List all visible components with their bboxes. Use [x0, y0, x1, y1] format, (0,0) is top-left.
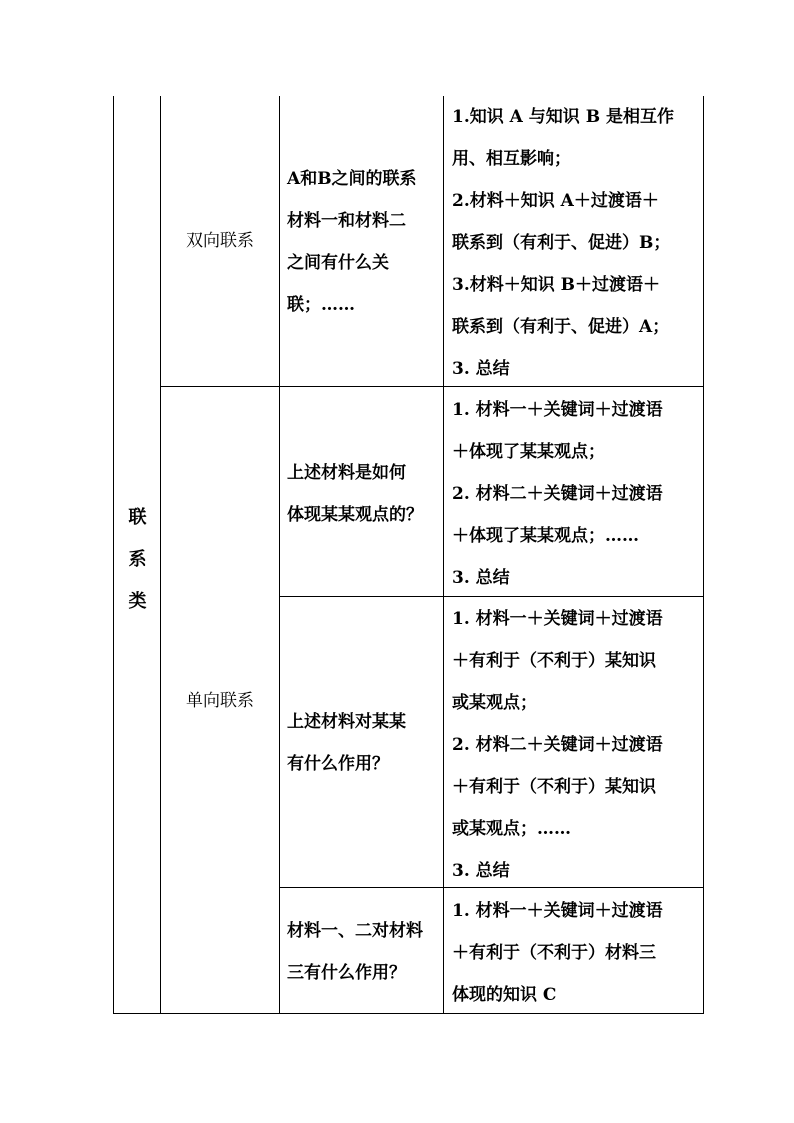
question-row-3 [280, 701, 442, 785]
table-border-right [703, 96, 704, 1014]
answer-line: 体现的知识 C [452, 985, 557, 1005]
answer-line: 1.知识 A 与知识 B 是相互作 [452, 107, 674, 127]
answer-line: 3.材料＋知识 B＋过渡语＋ [452, 275, 661, 295]
answer-line: 或某观点； [452, 693, 537, 713]
answer-line: 3. 总结 [452, 359, 510, 379]
answer-line: ＋体现了某某观点； [452, 442, 605, 462]
answer-line: 用、相互影响； [452, 149, 571, 169]
answer-row-2 [445, 389, 703, 599]
question-line: 材料一和材料二 [287, 211, 406, 231]
answer-line: 1. 材料一＋关键词＋过渡语 [452, 901, 663, 921]
question-line: 体现某某观点的？ [287, 505, 423, 525]
question-line: 有什么作用？ [287, 754, 389, 774]
question-line: 三有什么作用？ [287, 963, 406, 983]
answer-line: 2. 材料二＋关键词＋过渡语 [452, 735, 663, 755]
answer-line: ＋体现了某某观点；…… [452, 526, 639, 546]
answer-line: ＋有利于（不利于）某知识 [452, 651, 656, 671]
category-char-1: 联 [128, 507, 147, 528]
answer-line: ＋有利于（不利于）某知识 [452, 777, 656, 797]
answer-line: 或某观点；…… [452, 819, 571, 839]
category-char-2: 系 [128, 549, 147, 570]
category-label [114, 497, 161, 623]
answer-line: 1. 材料一＋关键词＋过渡语 [452, 609, 663, 629]
answer-line: 1. 材料一＋关键词＋过渡语 [452, 400, 663, 420]
question-row-4 [280, 910, 442, 994]
answer-row-4 [445, 890, 703, 1016]
answer-row-3 [445, 598, 703, 892]
answer-line: ＋有利于（不利于）材料三 [452, 943, 656, 963]
question-line: 上述材料是如何 [287, 463, 406, 483]
question-line: 材料一、二对材料 [287, 921, 423, 941]
question-line: A和B之间的联系 [287, 169, 417, 189]
answer-line: 2.材料＋知识 A＋过渡语＋ [452, 191, 659, 211]
question-line: 联；…… [287, 295, 355, 315]
answer-line: 联系到（有利于、促进）B； [452, 233, 671, 253]
question-line: 上述材料对某某 [287, 712, 406, 732]
answer-row-1 [445, 96, 703, 390]
subtype-bidirectional: 双向联系 [186, 231, 254, 251]
answer-line: 3. 总结 [452, 861, 510, 881]
answer-line: 联系到（有利于、促进）A； [452, 317, 670, 337]
answer-line: 3. 总结 [452, 568, 510, 588]
category-char-3: 类 [128, 591, 147, 612]
question-line: 之间有什么关 [287, 253, 389, 273]
table-divider-col3 [443, 96, 444, 1014]
question-row-2 [280, 452, 442, 536]
answer-line: 2. 材料二＋关键词＋过渡语 [452, 484, 663, 504]
subtype-unidirectional: 单向联系 [186, 691, 254, 711]
question-row-1 [280, 158, 442, 326]
